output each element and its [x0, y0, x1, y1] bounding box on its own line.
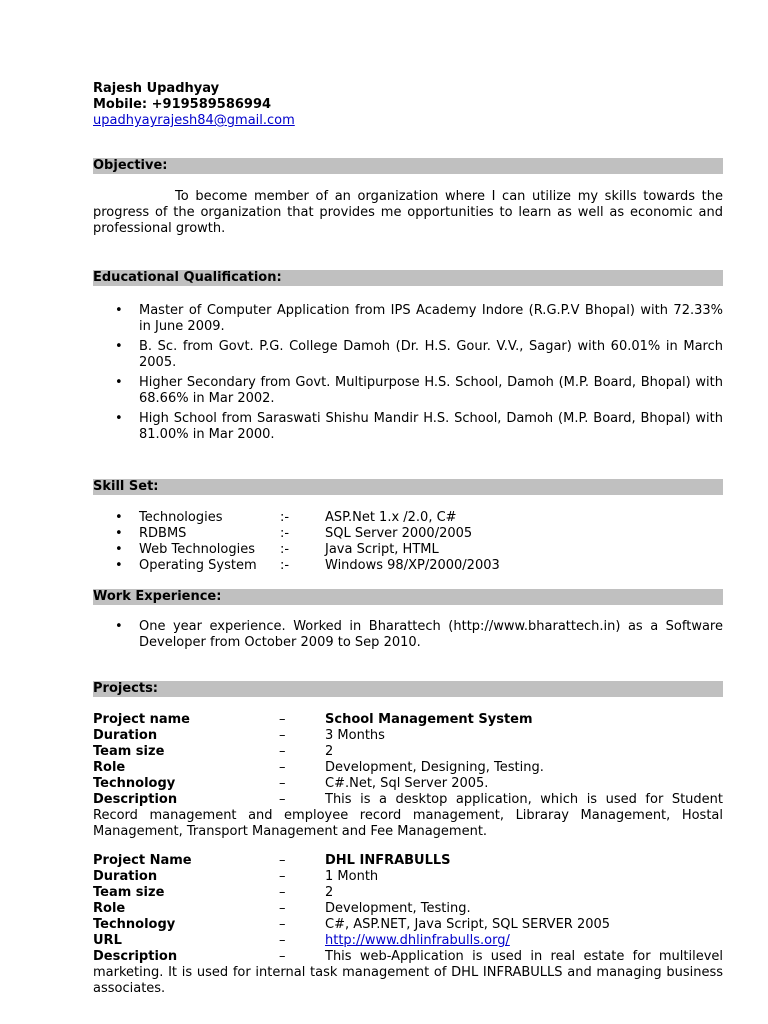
field-label: Description: [93, 949, 178, 964]
description-block: [93, 792, 723, 840]
skill-value: SQL Server 2000/2005: [325, 526, 473, 541]
field-label: Project Name: [93, 853, 192, 868]
field-value: 2: [325, 744, 334, 759]
field-dash: –: [279, 712, 286, 727]
field-label: Project name: [93, 712, 190, 727]
field-value: Development, Designing, Testing.: [325, 760, 544, 775]
field-dash: –: [279, 744, 286, 759]
project-row: [93, 885, 723, 901]
field-value: 1 Month: [325, 869, 379, 884]
field-dash: –: [279, 885, 286, 900]
field-value: Development, Testing.: [325, 901, 471, 916]
field-dash: –: [279, 933, 286, 948]
project-row: [93, 712, 723, 728]
field-label: Duration: [93, 728, 158, 743]
field-label: Duration: [93, 869, 158, 884]
field-dash: –: [279, 917, 286, 932]
objective-heading: Objective:: [93, 158, 723, 174]
project-1: [93, 712, 723, 840]
project-description: This is a desktop application, which is used for Student Record management and employee record management, Libraray Management, Hostal Management, Transport Management and Fee Management.: [93, 792, 723, 839]
project-row: [93, 901, 723, 917]
project-url-link[interactable]: http://www.dhlinfrabulls.org/: [325, 933, 510, 948]
list-item: [93, 558, 723, 574]
list-item: • High School from Saraswati Shishu Mandir H.S. School, Damoh (M.P. Board, Bhopal) with 81.00% in Mar 2000.: [93, 411, 723, 443]
skill-separator: :-: [280, 542, 290, 557]
email-link[interactable]: upadhyayrajesh84@gmail.com: [93, 113, 295, 128]
project-2: [93, 853, 723, 997]
skill-separator: :-: [280, 510, 290, 525]
work-list: [93, 619, 723, 655]
list-item: • Master of Computer Application from IPS Academy Indore (R.G.P.V Bhopal) with 72.33% in June 2009.: [93, 303, 723, 335]
field-value: 3 Months: [325, 728, 385, 743]
project-row: [93, 744, 723, 760]
field-label: Technology: [93, 776, 176, 791]
field-label: Role: [93, 901, 126, 916]
project-description: This web-Application is used in real estate for multilevel marketing. It is used for internal task management of DHL INFRABULLS and managing business associates.: [93, 949, 723, 996]
skills-heading: Skill Set:: [93, 479, 723, 495]
skills-list: [93, 510, 723, 574]
objective-text: To become member of an organization where I can utilize my skills towards the progress of the organization that provides me opportunities to learn as well as economic and professional growth.: [93, 189, 723, 236]
skill-name: • Technologies: [139, 510, 223, 525]
project-row: [93, 933, 723, 949]
mobile-number: Mobile: +919589586994: [93, 97, 272, 112]
field-label: URL: [93, 933, 122, 948]
skill-separator: :-: [280, 526, 290, 541]
list-item: [93, 542, 723, 558]
education-heading: Educational Qualification:: [93, 270, 723, 286]
project-row: [93, 869, 723, 885]
skill-value: ASP.Net 1.x /2.0, C#: [325, 510, 457, 525]
field-label: Role: [93, 760, 126, 775]
field-dash: –: [279, 901, 286, 916]
field-label: Description: [93, 792, 178, 807]
skill-name: • Web Technologies: [139, 542, 255, 557]
field-value: 2: [325, 885, 334, 900]
field-dash: –: [279, 853, 286, 868]
field-dash: –: [279, 776, 286, 791]
project-row: [93, 760, 723, 776]
skill-name: • Operating System: [139, 558, 257, 573]
list-item: • Higher Secondary from Govt. Multipurpose H.S. School, Damoh (M.P. Board, Bhopal) with 68.66% in Mar 2002.: [93, 375, 723, 407]
field-dash: –: [279, 728, 286, 743]
field-label: Technology: [93, 917, 176, 932]
skill-separator: :-: [280, 558, 290, 573]
field-label: Team size: [93, 885, 165, 900]
project-row: [93, 917, 723, 933]
field-dash: –: [279, 869, 286, 884]
field-value: C#.Net, Sql Server 2005.: [325, 776, 489, 791]
project-name: School Management System: [325, 712, 533, 727]
project-name: DHL INFRABULLS: [325, 853, 451, 868]
field-dash: –: [279, 760, 286, 775]
work-heading: Work Experience:: [93, 589, 723, 605]
project-row: [93, 776, 723, 792]
skill-value: Java Script, HTML: [325, 542, 439, 557]
skill-value: Windows 98/XP/2000/2003: [325, 558, 500, 573]
education-list: [93, 303, 723, 447]
list-item: [93, 526, 723, 542]
field-value: C#, ASP.NET, Java Script, SQL SERVER 2005: [325, 917, 611, 932]
skill-name: • RDBMS: [139, 526, 187, 541]
candidate-name: Rajesh Upadhyay: [93, 81, 220, 96]
project-row: [93, 853, 723, 869]
projects-heading: Projects:: [93, 681, 723, 697]
project-row: [93, 728, 723, 744]
list-item: [93, 510, 723, 526]
list-item: • B. Sc. from Govt. P.G. College Damoh (Dr. H.S. Gour. V.V., Sagar) with 60.01% in March 2005.: [93, 339, 723, 371]
field-dash: –: [279, 949, 286, 964]
list-item: • One year experience. Worked in Bharattech (http://www.bharattech.in) as a Software Developer from October 2009 to Sep 2010.: [93, 619, 723, 651]
field-dash: –: [279, 792, 286, 807]
description-block: [93, 949, 723, 997]
field-label: Team size: [93, 744, 165, 759]
